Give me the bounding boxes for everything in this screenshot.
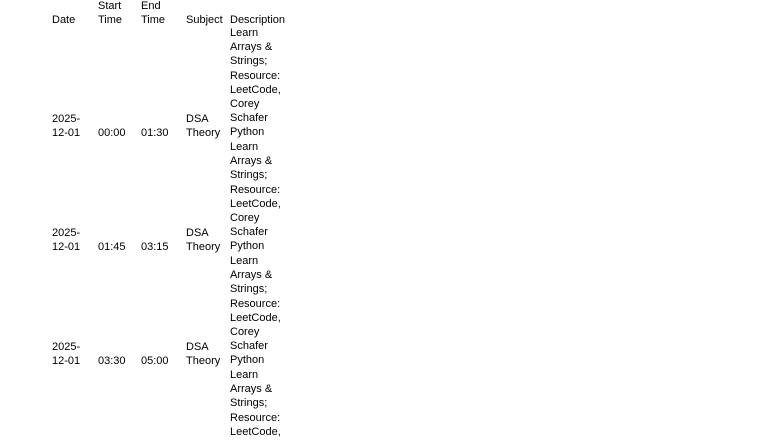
header-start-time: Start Time	[98, 0, 123, 27]
row3-end-time: 05:00	[141, 355, 169, 367]
row3-date: 2025- 12-01	[52, 341, 81, 368]
header-date: Date	[52, 14, 76, 27]
row1-start-time: 00:00	[98, 127, 126, 139]
row3-description: Learn Arrays & Strings; Resource: LeetCode, Corey Schafer Python	[230, 255, 281, 367]
row2-end-time: 03:15	[141, 241, 169, 253]
row2-subject: DSA Theory	[186, 227, 221, 254]
row4-description: Learn Arrays & Strings; Resource: LeetCode,	[230, 369, 281, 438]
row2-start-time: 01:45	[98, 241, 126, 253]
row3-subject: DSA Theory	[186, 341, 221, 368]
row1-subject: DSA Theory	[186, 113, 221, 140]
row1-description: Learn Arrays & Strings; Resource: LeetCode, Corey Schafer Python	[230, 27, 281, 139]
header-subject: Subject	[186, 14, 223, 27]
row2-date: 2025- 12-01	[52, 227, 81, 254]
header-end-time: End Time	[141, 0, 166, 27]
row1-end-time: 01:30	[141, 127, 169, 139]
row3-start-time: 03:30	[98, 355, 126, 367]
row1-date: 2025- 12-01	[52, 113, 81, 140]
row2-description: Learn Arrays & Strings; Resource: LeetCode, Corey Schafer Python	[230, 141, 281, 253]
header-description: Description	[230, 14, 286, 27]
